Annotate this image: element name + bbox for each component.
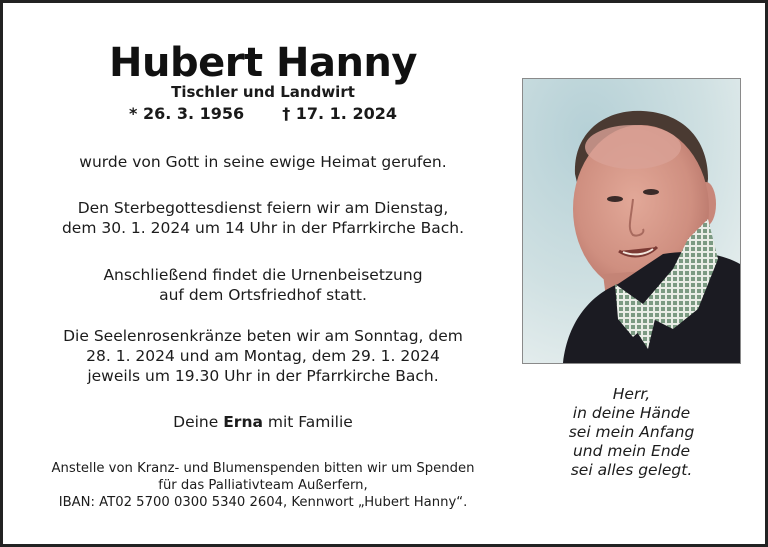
funeral-service-paragraph: Den Sterbegottesdienst feiern wir am Dienstag, dem 30. 1. 2024 um 14 Uhr in der Pfarrkirche Bach. xyxy=(61,199,465,237)
deceased-name: Hubert Hanny xyxy=(109,40,417,86)
profession: Tischler und Landwirt xyxy=(171,83,355,101)
portrait-illustration xyxy=(523,79,740,363)
iban-line: IBAN: AT02 5700 0300 5340 2604, Kennwort „Hubert Hanny“. xyxy=(58,495,468,510)
birth-date: * 26. 3. 1956 xyxy=(129,104,245,123)
rosary-paragraph: Die Seelenrosenkränze beten wir am Sonntag, dem 28. 1. 2024 und am Montag, dem 29. 1. 2024 jeweils um 19.30 Uhr in der Pfarrkirche Bach. xyxy=(63,327,463,385)
verse: Herr, in deine Hände sei mein Anfang und mein Ende sei alles gelegt. xyxy=(568,385,695,479)
life-dates xyxy=(23,104,503,124)
burial-paragraph: Anschließend findet die Urnenbeisetzung auf dem Ortsfriedhof statt. xyxy=(103,266,423,304)
signature: Deine Erna mit Familie xyxy=(173,413,353,431)
death-date: † 17. 1. 2024 xyxy=(282,104,397,123)
donation-note: Anstelle von Kranz- und Blumenspenden bitten wir um Spenden für das Palliativteam Außerfern, IBAN: AT02 5700 0300 5340 2604, Kennwort „Hubert Hanny“. xyxy=(23,460,503,511)
portrait-photo xyxy=(522,78,741,364)
announcement-paragraph: wurde von Gott in seine ewige Heimat gerufen. xyxy=(79,153,447,171)
signature-name: Erna xyxy=(223,413,263,431)
